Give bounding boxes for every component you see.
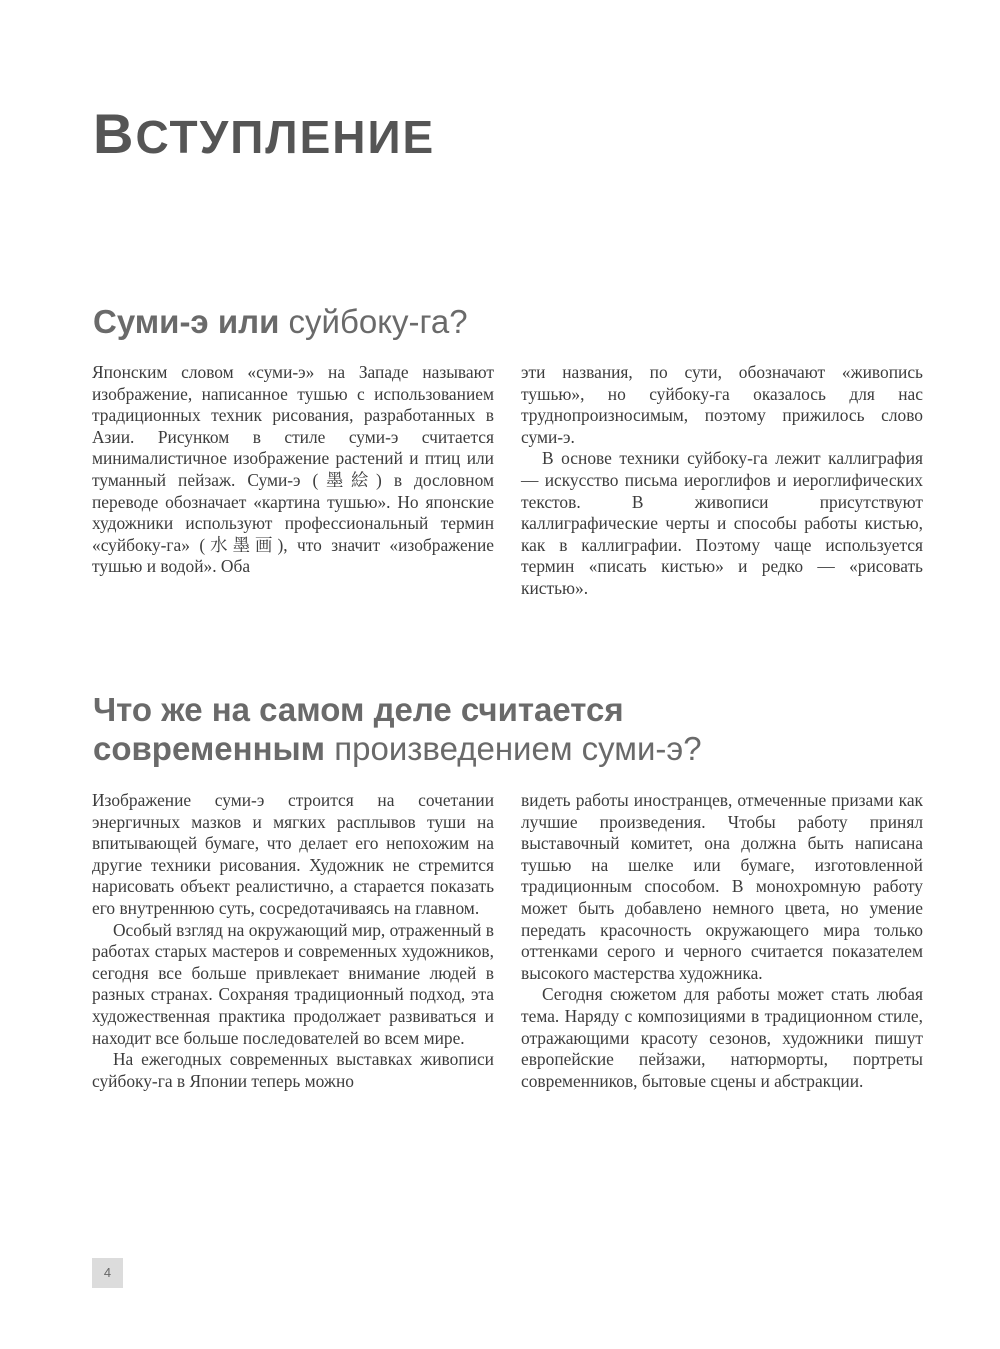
section-heading-sumie-bold: Суми-э или: [93, 303, 280, 340]
paragraph: Японским словом «суми-э» на Западе называют изображение, написанное тушью с использованием традиционных техник рисования, разработанных в Азии. Рисунком в стиле суми-э считается минималистичное изображение растений и птиц или туманный пейзаж. Суми-э (墨絵) в дословном переводе обозначает «картина тушью». Но японские художники используют профессиональный термин «суйбоку-га» (水墨画), что значит «изображение тушью и водой». Оба: [92, 362, 494, 577]
paragraph: эти названия, по сути, обозначают «живопись тушью», но суйбоку-га оказалось для нас труднопроизносимым, поэтому прижилось слово суми-э.: [521, 362, 923, 447]
section2-right-column: [521, 790, 923, 1092]
section-heading-modern-line1: Что же на самом деле считается: [93, 691, 624, 728]
paragraph: В основе техники суйбоку-га лежит каллиграфия — искусство письма иероглифов и иероглифических текстов. В живописи присутствуют каллиграфические черты и способы работы кистью, как в каллиграфии. Поэтому чаще используется термин «писать кистью» и редко — «рисовать кистью».: [521, 448, 923, 598]
chapter-title-initial: В: [93, 102, 136, 165]
paragraph: Изображение суми-э строится на сочетании энергичных мазков и мягких расплывов туши на впитывающей бумаге, что делает его непохожим на другие техники рисования. Художник не стремится нарисовать объект реалистично, а старается показать его внутреннюю суть, сосредотачиваясь на главном.: [92, 790, 494, 918]
section-heading-modern-regular: произведением суми-э?: [325, 730, 702, 767]
section-heading-modern-bold: современным: [93, 730, 326, 767]
paragraph: Сегодня сюжетом для работы может стать любая тема. Наряду с композициями в традиционном стиле, отражающими красоту сезонов, художники пишут европейские пейзажи, натюрморты, портреты современников, бытовые сцены и абстракции.: [521, 984, 923, 1091]
section-heading-sumie-regular: суйбоку-га?: [279, 303, 468, 340]
section2-left-column: [92, 790, 494, 1092]
chapter-title: [93, 104, 435, 167]
paragraph: видеть работы иностранцев, отмеченные призами как лучшие произведения. Чтобы работу принял выставочный комитет, она должна быть написана тушью на шелке или бумаге, изготовленной традиционным способом. В монохромную работу может быть добавлено немного цвета, но умение передать красочность окружающего мира только оттенками серого и черного считается показателем высокого мастерства художника.: [521, 790, 923, 983]
section1-right-column: [521, 362, 923, 600]
page-number: 4: [92, 1258, 123, 1288]
section-heading-modern: [93, 690, 702, 768]
section1-left-column: [92, 362, 494, 578]
chapter-title-rest: СТУПЛЕНИЕ: [135, 111, 436, 163]
paragraph: На ежегодных современных выставках живописи суйбоку-га в Японии теперь можно: [92, 1049, 494, 1091]
section-heading-sumie: [93, 302, 468, 341]
paragraph: Особый взгляд на окружающий мир, отраженный в работах старых мастеров и современных художников, сегодня все больше привлекает внимание людей в разных странах. Сохраняя традиционный подход, эта художественная практика продолжает развиваться и находит все больше последователей во всем мире.: [92, 919, 494, 1048]
